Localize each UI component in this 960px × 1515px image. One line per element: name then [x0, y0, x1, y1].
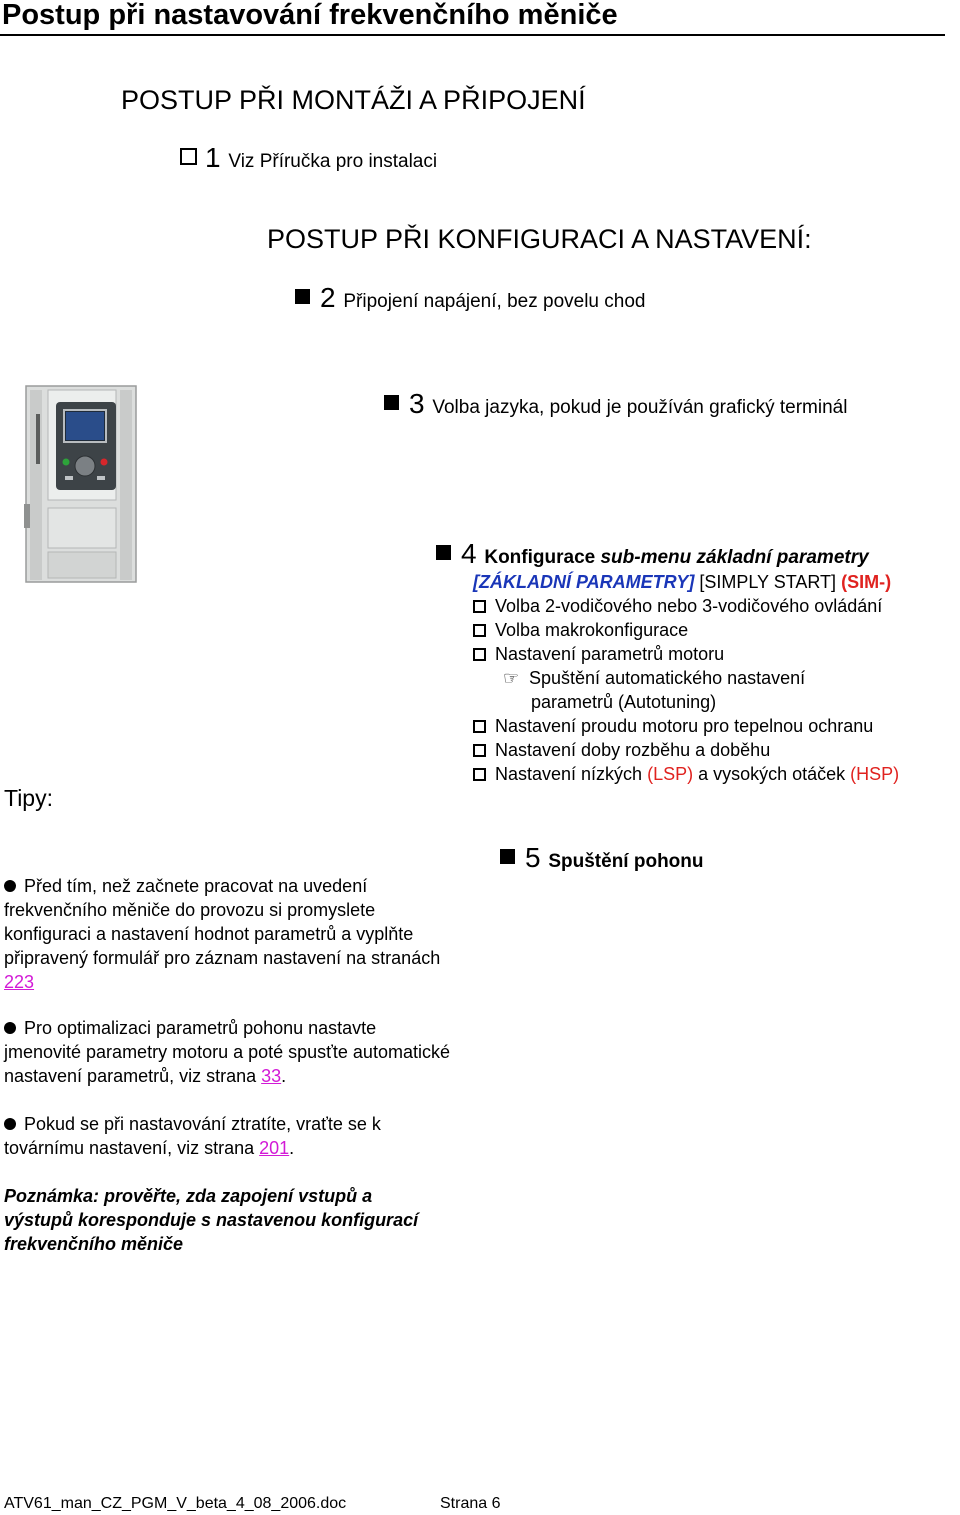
page-link-223[interactable]: 223 [4, 972, 35, 992]
sub-item: Nastavení parametrů motoru [473, 642, 724, 666]
checkbox-empty-icon [473, 768, 486, 781]
sub-item: Nastavení proudu motoru pro tepelnou ochranu [473, 714, 873, 738]
sub-item: Nastavení doby rozběhu a doběhu [473, 738, 770, 762]
mount-heading: POSTUP PŘI MONTÁŽI A PŘIPOJENÍ [121, 85, 586, 115]
hsp-code: (HSP) [850, 764, 900, 784]
note: Poznámka: prověřte, zda zapojení vstupů a výstupů koresponduje s nastavenou konfigurací frekvenčního měniče [4, 1186, 419, 1254]
step-4-number: 4 [461, 538, 477, 569]
pointing-hand-icon: ☞ [503, 668, 520, 688]
step-5-text: Spuštění pohonu [548, 851, 704, 872]
step-1-text: Viz Příručka pro instalaci [228, 151, 438, 172]
step-1-number: 1 [205, 142, 221, 173]
footer-page-number: Strana 6 [440, 1495, 501, 1512]
step-4-menu-line [473, 570, 891, 594]
checkbox-filled-icon [295, 289, 310, 304]
config-heading: POSTUP PŘI KONFIGURACI A NASTAVENÍ: [267, 224, 812, 254]
checkbox-empty-icon [473, 648, 486, 661]
step-5 [500, 842, 704, 878]
step-3-text: Volba jazyka, pokud je používán grafický terminál [432, 397, 848, 418]
autotune-item-line2: parametrů (Autotuning) [531, 692, 717, 712]
checkbox-filled-icon [384, 395, 399, 410]
checkbox-empty-icon [473, 600, 486, 613]
sub-item: Volba makrokonfigurace [473, 618, 688, 642]
menu-name: [ZÁKLADNÍ PARAMETRY] [473, 572, 695, 592]
step-2-text: Připojení napájení, bez povelu chod [343, 291, 646, 312]
footer-filename: ATV61_man_CZ_PGM_V_beta_4_08_2006.doc [4, 1495, 347, 1512]
frequency-inverter-image [22, 384, 140, 586]
tip-3: Pokud se při nastavování ztratíte, vraťte se k továrnímu nastavení, viz strana 201. [4, 1114, 381, 1158]
step-4-text: Konfigurace [484, 547, 601, 568]
menu-code: (SIM-) [841, 572, 892, 592]
tip-1: Před tím, než začnete pracovat na uvedení frekvenčního měniče do provozu si promyslete konfiguraci a nastavení hodnot parametrů a vyplňte připravený formulář pro záznam nastavení na stranách 223 [4, 876, 441, 992]
step-2 [295, 282, 645, 318]
checkbox-empty-icon [473, 720, 486, 733]
bullet-icon [4, 1118, 16, 1130]
checkbox-empty-icon [180, 148, 197, 165]
sub-item-speeds: Nastavení nízkých (LSP) a vysokých otáček (HSP) [473, 762, 899, 786]
lsp-code: (LSP) [647, 764, 694, 784]
sub-item: Volba 2-vodičového nebo 3-vodičového ovládání [473, 594, 882, 618]
tips-label: Tipy: [4, 785, 53, 811]
page-link-33[interactable]: 33 [261, 1066, 282, 1086]
checkbox-empty-icon [473, 624, 486, 637]
tip-2: Pro optimalizaci parametrů pohonu nastavte jmenovité parametry motoru a poté spusťte automatické nastavení parametrů, viz strana 33. [4, 1018, 450, 1086]
checkbox-filled-icon [500, 849, 515, 864]
bullet-icon [4, 1022, 16, 1034]
checkbox-empty-icon [473, 744, 486, 757]
step-4-text-italic: sub-menu základní parametry [600, 547, 869, 568]
step-4 [436, 538, 869, 574]
autotune-item: ☞ Spuštění automatického nastavení [503, 668, 806, 688]
page-title: Postup při nastavování frekvenčního měniče [2, 0, 618, 31]
menu-name-en: [SIMPLY START] [699, 572, 837, 592]
title-underline [0, 34, 945, 36]
step-3-number: 3 [409, 388, 425, 419]
step-1 [180, 142, 437, 178]
step-3 [384, 388, 847, 424]
page-link-201[interactable]: 201 [259, 1138, 290, 1158]
checkbox-filled-icon [436, 545, 451, 560]
bullet-icon [4, 880, 16, 892]
step-2-number: 2 [320, 282, 336, 313]
step-5-number: 5 [525, 842, 541, 873]
